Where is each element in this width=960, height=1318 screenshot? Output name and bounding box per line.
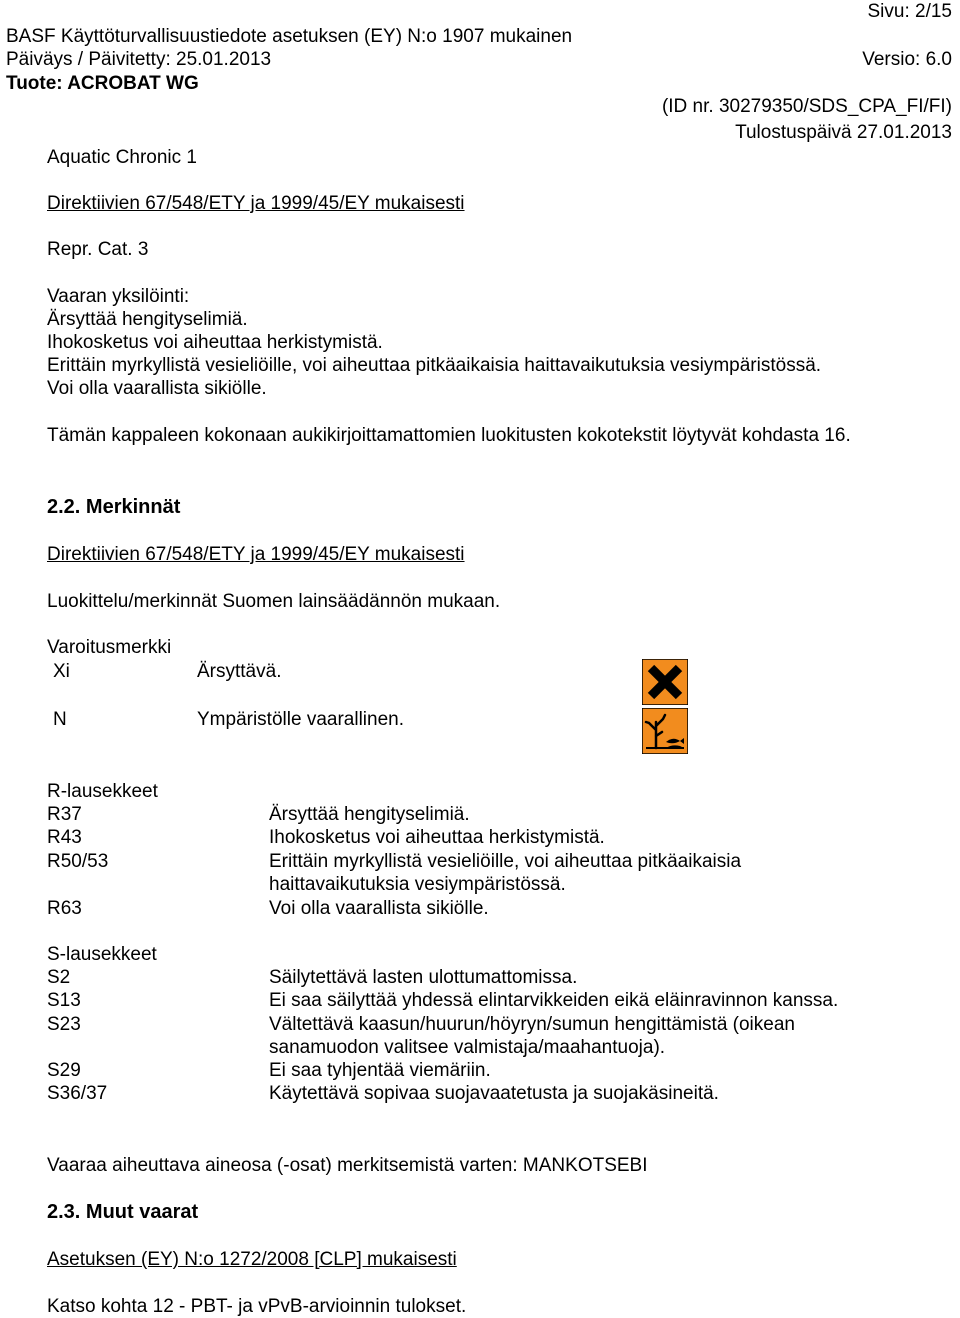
section-heading-2-2: 2.2. Merkinnät <box>47 496 181 518</box>
hazardous-components-note: Vaaraa aiheuttava aineosa (-osat) merkitsemistä varten: MANKOTSEBI <box>47 1155 648 1176</box>
s-phrase-code: S23 <box>47 1014 81 1035</box>
r-phrase-text: Ärsyttää hengityselimiä. <box>269 804 470 825</box>
s-phrase-code: S2 <box>47 967 71 988</box>
hazard-id-line: Erittäin myrkyllistä vesieliöille, voi aiheuttaa pitkäaikaisia haittavaikutuksia vesiympäristössä. <box>47 355 822 376</box>
directive-heading: Direktiivien 67/548/ETY ja 1999/45/EY mukaisesti <box>47 193 465 214</box>
hazard-id-label: Vaaran yksilöinti: <box>47 286 190 307</box>
r-phrase-text: haittavaikutuksia vesiympäristössä. <box>269 874 566 895</box>
r-phrase-code: R43 <box>47 827 82 848</box>
harmful-x-icon <box>642 659 688 705</box>
aquatic-chronic: Aquatic Chronic 1 <box>47 147 197 168</box>
r-phrases-heading: R-lausekkeet <box>47 781 158 802</box>
section-heading-2-3: 2.3. Muut vaarat <box>47 1201 199 1223</box>
hazard-id-line: Voi olla vaarallista sikiölle. <box>47 378 267 399</box>
r-phrase-text: Voi olla vaarallista sikiölle. <box>269 898 489 919</box>
r-phrase-code: R50/53 <box>47 851 109 872</box>
s-phrase-text: Vältettävä kaasun/huurun/höyryn/sumun hengittämistä (oikean <box>269 1014 795 1035</box>
classification-note: Luokittelu/merkinnät Suomen lainsäädännön mukaan. <box>47 591 501 612</box>
pbt-note: Katso kohta 12 - PBT- ja vPvB-arvioinnin tulokset. <box>47 1296 467 1317</box>
date-label: Päiväys / Päivitetty: 25.01.2013 <box>6 49 272 70</box>
r-phrase-text: Ihokosketus voi aiheuttaa herkistymistä. <box>269 827 605 848</box>
symbol-code: N <box>53 709 67 730</box>
regulation-heading: Asetuksen (EY) N:o 1272/2008 [CLP] mukaisesti <box>47 1249 457 1270</box>
full-text-note: Tämän kappaleen kokonaan aukikirjoittamattomien luokitusten kokotekstit löytyvät kohdasta 16. <box>47 425 851 446</box>
r-phrase-code: R37 <box>47 804 82 825</box>
environment-hazard-icon <box>642 708 688 754</box>
s-phrase-text: Säilytettävä lasten ulottumattomissa. <box>269 967 578 988</box>
s-phrase-code: S13 <box>47 990 81 1011</box>
product-label: Tuote: ACROBAT WG <box>6 73 199 94</box>
symbol-text: Ympäristölle vaarallinen. <box>197 709 404 730</box>
s-phrase-text: Käytettävä sopivaa suojavaatetusta ja suojakäsineitä. <box>269 1083 719 1104</box>
directive-heading: Direktiivien 67/548/ETY ja 1999/45/EY mukaisesti <box>47 544 465 565</box>
print-date: Tulostuspäivä 27.01.2013 <box>735 122 952 143</box>
s-phrases-heading: S-lausekkeet <box>47 944 157 965</box>
repr-cat: Repr. Cat. 3 <box>47 239 149 260</box>
s-phrase-code: S29 <box>47 1060 81 1081</box>
s-phrase-text: sanamuodon valitsee valmistaja/maahantuoja). <box>269 1037 666 1058</box>
symbol-code: Xi <box>53 661 70 682</box>
version-label: Versio: 6.0 <box>862 49 952 70</box>
r-phrase-text: Erittäin myrkyllistä vesieliöille, voi aiheuttaa pitkäaikaisia <box>269 851 742 872</box>
s-phrase-text: Ei saa säilyttää yhdessä elintarvikkeiden eikä eläinravinnon kanssa. <box>269 990 839 1011</box>
document-id: (ID nr. 30279350/SDS_CPA_FI/FI) <box>661 96 952 117</box>
warning-label: Varoitusmerkki <box>47 637 172 658</box>
hazard-id-line: Ärsyttää hengityselimiä. <box>47 309 248 330</box>
symbol-text: Ärsyttävä. <box>197 661 282 682</box>
r-phrase-code: R63 <box>47 898 82 919</box>
page-number: Sivu: 2/15 <box>867 1 952 22</box>
s-phrase-code: S36/37 <box>47 1083 108 1104</box>
document-title: BASF Käyttöturvallisuustiedote asetuksen (EY) N:o 1907 mukainen <box>6 26 573 47</box>
hazard-id-line: Ihokosketus voi aiheuttaa herkistymistä. <box>47 332 383 353</box>
s-phrase-text: Ei saa tyhjentää viemäriin. <box>269 1060 491 1081</box>
